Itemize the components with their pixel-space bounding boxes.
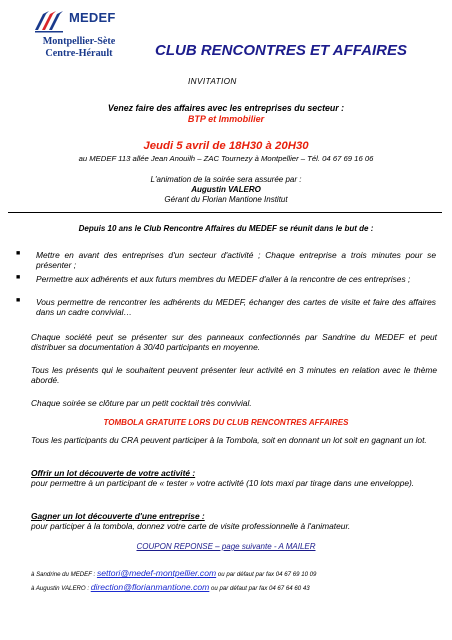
contact-augustin xyxy=(31,582,310,592)
list-item xyxy=(16,250,436,271)
paragraph-panels: Chaque société peut se présenter sur des panneaux confectionnés par Sandrine du MEDEF et peut distribuer sa documentation à 30/40 participants en moyenne. xyxy=(31,332,437,353)
bullet-square-icon: ■ xyxy=(16,274,21,281)
club-intro: Depuis 10 ans le Club Rencontre Affaires du MEDEF se réunit dans le but de : xyxy=(78,224,374,233)
host-intro: L'animation de la soirée sera assurée par : xyxy=(150,175,302,184)
offer-heading: Offrir un lot découverte de votre activité : xyxy=(31,468,196,478)
bullet-square-icon: ■ xyxy=(16,250,21,257)
document-title: CLUB RENCONTRES ET AFFAIRES xyxy=(155,42,407,59)
contact-prefix: à Sandrine du MEDEF : xyxy=(31,571,97,578)
logo-brand: MEDEF xyxy=(69,10,116,25)
list-item-text: Vous permettre de rencontrer les adhérents du MEDEF, échanger des cartes de visite et faire des affaires dans un cadre convivial… xyxy=(36,297,436,318)
list-item xyxy=(16,297,436,318)
event-date: Jeudi 5 avril de 18H30 à 20H30 xyxy=(143,140,309,152)
email-link-sandrine[interactable]: settori@medef-montpellier.com xyxy=(96,568,217,578)
logo-line-2: Centre-Hérault xyxy=(45,48,113,59)
bullet-square-icon: ■ xyxy=(16,297,21,304)
medef-logo xyxy=(33,8,121,70)
paragraph-tombola: Tous les participants du CRA peuvent participer à la Tombola, soit en donnant un lot soit en gagnant un lot. xyxy=(31,435,427,445)
contact-sandrine xyxy=(31,568,316,578)
contact-suffix: ou par défaut par fax 04 67 69 10 09 xyxy=(216,571,317,578)
contact-suffix: ou par défaut par fax 04 67 64 60 43 xyxy=(209,585,310,592)
list-item xyxy=(16,274,436,284)
host-role: Gérant du Florian Mantione Institut xyxy=(164,195,288,204)
host-name: Augustin VALERO xyxy=(191,185,261,194)
paragraph-cocktail: Chaque soirée se clôture par un petit cocktail très convivial. xyxy=(31,398,252,408)
email-link-augustin[interactable]: direction@florianmantione.com xyxy=(90,582,210,592)
event-headline: Venez faire des affaires avec les entreprises du secteur : xyxy=(107,103,345,113)
event-address: au MEDEF 113 allée Jean Anouilh – ZAC Tournezy à Montpellier – Tél. 04 67 69 16 06 xyxy=(78,154,374,163)
medef-flags-icon xyxy=(33,8,69,34)
event-sector: BTP et Immobilier xyxy=(187,114,265,124)
section-divider xyxy=(8,212,442,213)
list-item-text: Mettre en avant des entreprises d'un secteur d'activité ; Chaque entreprise a trois minutes pour se présenter ; xyxy=(36,250,436,271)
invitation-label: INVITATION xyxy=(188,77,237,86)
contact-prefix: à Augustin VALERO : xyxy=(31,585,91,592)
list-item-text: Permettre aux adhérents et aux futurs membres du MEDEF d'aller à la rencontre de ces entreprises ; xyxy=(36,274,411,284)
paragraph-presentation: Tous les présents qui le souhaitent peuvent présenter leur activité en 3 minutes en relation avec le thème abordé. xyxy=(31,365,437,386)
coupon-link[interactable]: COUPON REPONSE – page suivante - A MAILER xyxy=(136,542,316,551)
offer-body: pour permettre à un participant de « tester » votre activité (10 lots maxi par tirage dans une enveloppe). xyxy=(31,478,415,488)
win-body: pour participer à la tombola, donnez votre carte de visite professionnelle à l'animateur. xyxy=(31,521,351,531)
logo-line-1: Montpellier-Sète xyxy=(42,36,116,47)
win-heading: Gagner un lot découverte d'une entreprise : xyxy=(31,511,205,521)
tombola-heading: TOMBOLA GRATUITE LORS DU CLUB RENCONTRES AFFAIRES xyxy=(103,418,349,427)
